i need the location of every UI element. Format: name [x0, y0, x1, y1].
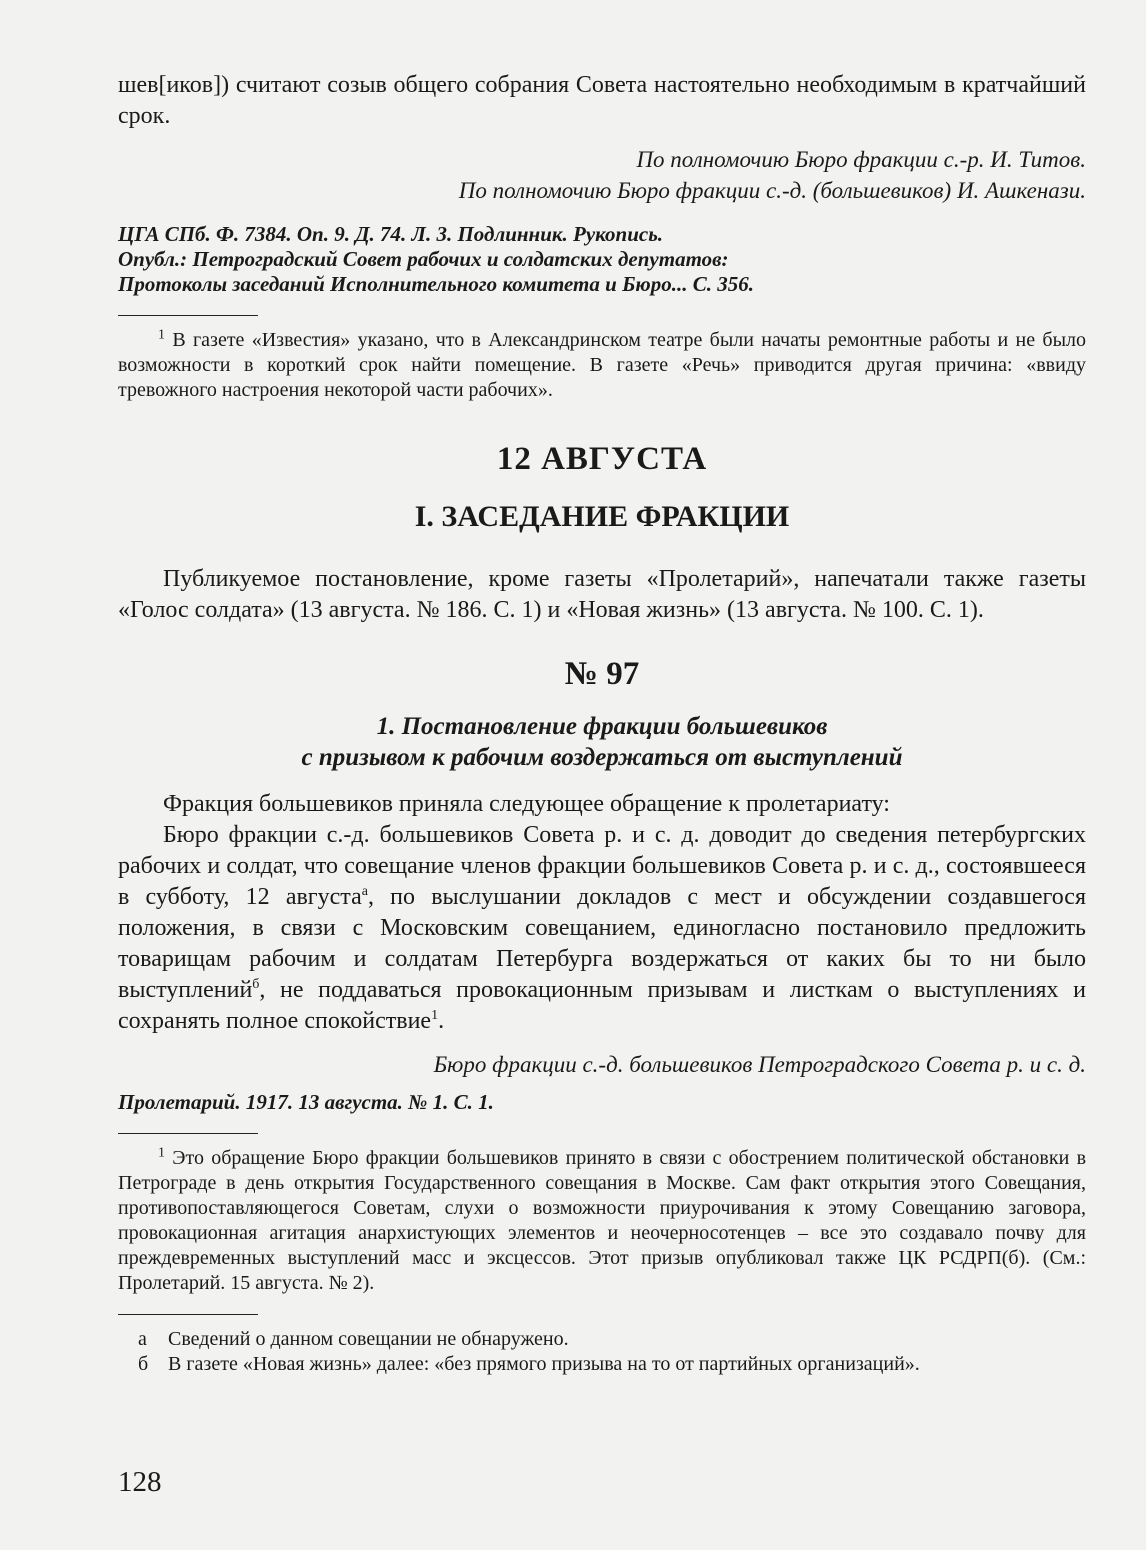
footnote-mark-1: 1 — [431, 1008, 439, 1023]
main-text-part: , по выслушании докладов с мест и обсуждении создавшегося положения, в связи с Московским совещанием, единогласно постановило предложить товарищам рабочим и солдатам Петербурга воздержаться от каких бы то ни было выступлений — [118, 884, 1087, 1003]
page-number: 128 — [118, 1466, 162, 1498]
main-paragraph-2 — [118, 820, 1086, 1037]
footnote-text: В газете «Известия» указано, что в Александринском театре были начаты ремонтные работы и не было возможности в короткий срок найти помещение. В газете «Речь» приводится другая причина: «ввиду тревожного настроения некоторой части рабочих». — [118, 329, 1086, 401]
heading-date: 12 АВГУСТА — [496, 441, 708, 477]
signature-ashkenazi: По полномочию Бюро фракции с.-д. (большевиков) И. Ашкенази. — [458, 178, 1086, 203]
letter-note-mark: а — [138, 1328, 147, 1350]
source-line: ЦГА СПб. Ф. 7384. Оп. 9. Д. 74. Л. 3. Подлинник. Рукопись. — [118, 222, 664, 246]
letter-note-text: Сведений о данном совещании не обнаружено. — [168, 1328, 569, 1350]
top-paragraph: шев[иков]) считают созыв общего собрания Совета настоятельно необходимым в кратчайший срок. — [118, 72, 1086, 129]
footnote-bottom — [118, 1146, 1086, 1296]
document-title-line: 1. Постановление фракции большевиков — [376, 713, 828, 740]
heading-section: I. ЗАСЕДАНИЕ ФРАКЦИИ — [414, 500, 790, 533]
main-text-part: Бюро фракции с.-д. большевиков Совета р. и с. д. доводит до сведения петербургских рабочих и солдат, что совещание членов фракции большевиков Совета р. и с. д., состоявшееся в субботу, 12 августа — [118, 822, 1086, 910]
document-title — [118, 711, 1086, 773]
footnote-divider — [118, 1133, 258, 1134]
letter-notes-divider — [118, 1314, 258, 1315]
letter-note-b — [118, 1352, 1086, 1377]
letter-note-mark: б — [138, 1353, 149, 1375]
source-bottom: Пролетарий. 1917. 13 августа. № 1. С. 1. — [118, 1090, 494, 1114]
letter-note-a — [118, 1327, 1086, 1352]
document-title-line: с призывом к рабочим воздержаться от выступлений — [301, 744, 903, 771]
note-mark-a: а — [361, 884, 368, 899]
document-number: № 97 — [564, 656, 640, 692]
footnote-top — [118, 328, 1086, 403]
main-text-part: , не поддаваться провокационным призывам и листкам о выступлениях и сохранять полное спокойствие — [118, 977, 1086, 1034]
source-line: Опубл.: Петроградский Совет рабочих и солдатских депутатов: — [118, 247, 729, 271]
main-paragraph-1: Фракция большевиков приняла следующее обращение к пролетариату: — [163, 791, 890, 817]
archive-source-top — [118, 222, 1086, 297]
main-text-part: . — [438, 1008, 445, 1034]
letter-note-text: В газете «Новая жизнь» далее: «без прямого призыва на то от партийных организаций». — [168, 1353, 920, 1375]
footnote-mark: 1 — [158, 1145, 165, 1161]
signature-bureau: Бюро фракции с.-д. большевиков Петроградского Совета р. и с. д. — [433, 1052, 1086, 1077]
footnote-divider — [118, 315, 258, 316]
footnote-text: Это обращение Бюро фракции большевиков принято в связи с обострением политической обстановки в Петрограде в день открытия Государственного совещания в Москве. Сам факт открытия этого Совещания, противопоставляющегося Советам, слухи о возможности приурочивания к этому Совещанию заговора, провокационная агитация анархистующих элементов и неочерносотенцев – все это создавало почву для преждевременных выступлений масс и эксцессов. Этот призыв опубликовал также ЦК РСДРП(б). (См.: Пролетарий. 15 августа. № 2). — [118, 1147, 1087, 1294]
source-line: Протоколы заседаний Исполнительного комитета и Бюро... С. 356. — [118, 272, 754, 296]
intro-paragraph: Публикуемое постановление, кроме газеты «Пролетарий», напечатали также газеты «Голос солдата» (13 августа. № 186. С. 1) и «Новая жизнь» (13 августа. № 100. С. 1). — [118, 566, 1086, 623]
signature-titov: По полномочию Бюро фракции с.-р. И. Титов. — [636, 147, 1086, 172]
footnote-mark: 1 — [158, 327, 165, 343]
document-page — [118, 70, 1086, 1377]
note-mark-b: б — [252, 977, 260, 992]
